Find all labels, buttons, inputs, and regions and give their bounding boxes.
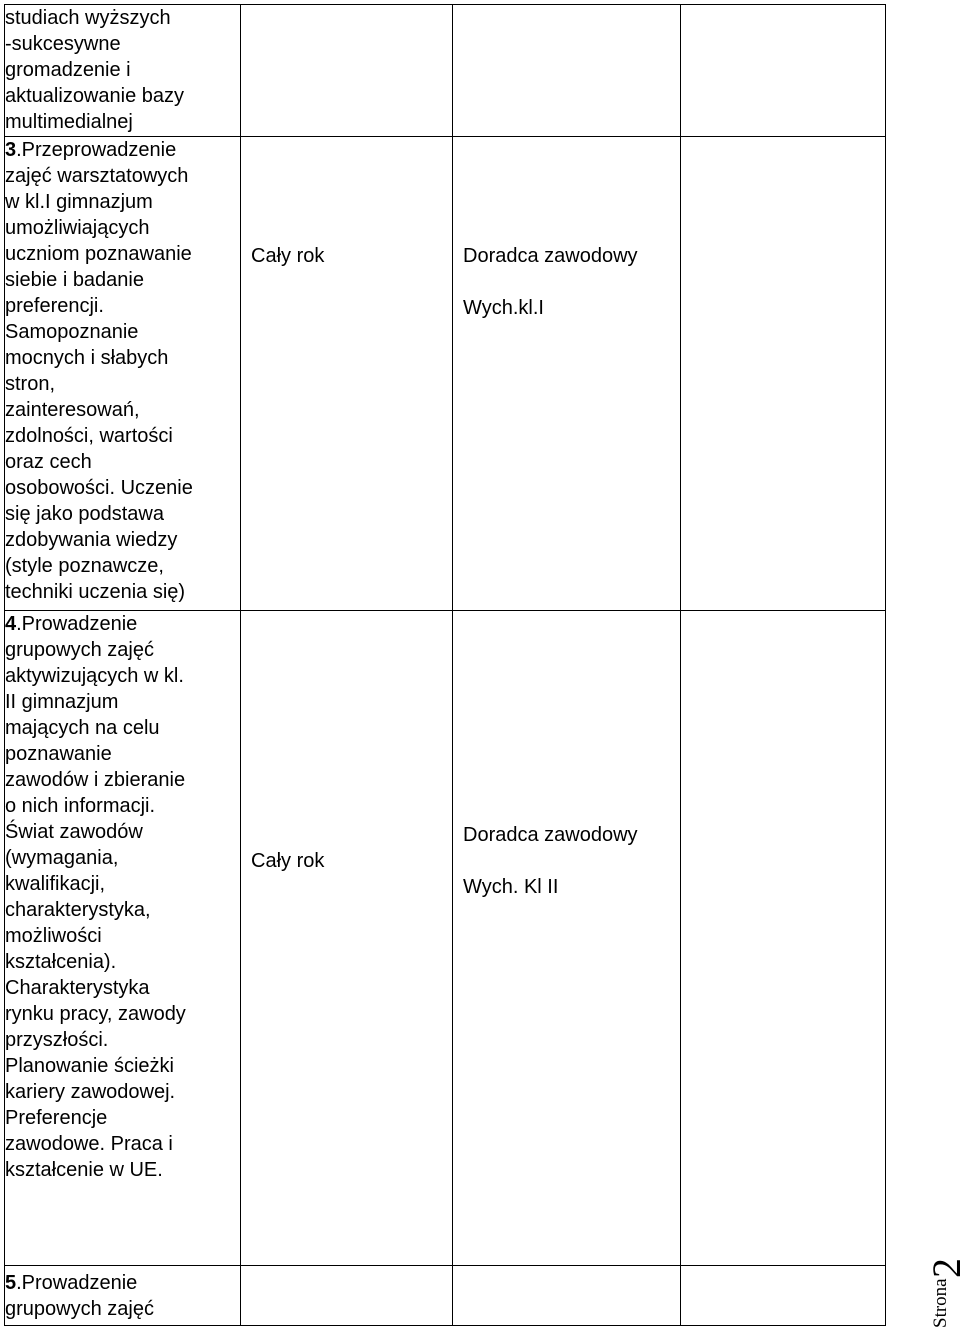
task-line <box>5 611 240 637</box>
task-line: Charakterystyka <box>5 977 150 999</box>
task-line <box>5 1270 240 1296</box>
task-line-text: .Przeprowadzenie <box>16 139 177 161</box>
term-text: Cały rok <box>251 245 325 267</box>
task-line: aktualizowanie bazy <box>5 85 184 107</box>
task-line: (wymagania, <box>5 847 119 869</box>
task-cell-3 <box>5 611 241 1266</box>
task-line: preferencji. <box>5 295 104 317</box>
notes-cell-1 <box>681 5 886 137</box>
task-line: się jako podstawa <box>5 503 164 525</box>
task-line-text: .Prowadzenie <box>16 1272 138 1294</box>
task-line: Samopoznanie <box>5 321 139 343</box>
task-line: kariery zawodowej. <box>5 1081 176 1103</box>
task-line: grupowych zajęć <box>5 639 154 661</box>
table-row-4 <box>5 1266 886 1326</box>
task-line: uczniom poznawanie <box>5 243 192 265</box>
table-row-2 <box>5 137 886 611</box>
task-line: kształcenie w UE. <box>5 1159 163 1181</box>
task-line: oraz cech <box>5 451 92 473</box>
task-number: 3 <box>5 139 17 161</box>
notes-cell-4 <box>681 1266 886 1326</box>
notes-cell-2 <box>681 137 886 611</box>
task-line: przyszłości. <box>5 1029 109 1051</box>
task-line: Preferencje <box>5 1107 108 1129</box>
task-line: Świat zawodów <box>5 821 143 843</box>
task-line: zdolności, wartości <box>5 425 173 447</box>
task-line: umożliwiających <box>5 217 150 239</box>
term-cell-3 <box>241 611 453 1266</box>
task-line: (style poznawcze, <box>5 555 164 577</box>
task-line: stron, <box>5 373 56 395</box>
task-line: w kl.I gimnazjum <box>5 191 153 213</box>
responsible-cell-1 <box>453 5 681 137</box>
task-line: zawodów i zbieranie <box>5 769 186 791</box>
table-row-3 <box>5 611 886 1266</box>
task-line: II gimnazjum <box>5 691 119 713</box>
task-line <box>5 137 240 163</box>
task-line: zajęć warsztatowych <box>5 165 189 187</box>
responsible-text: Doradca zawodowy <box>463 824 638 846</box>
task-number: 4 <box>5 613 17 635</box>
task-line: multimedialnej <box>5 111 133 133</box>
task-line: kwalifikacji, <box>5 873 106 895</box>
term-text: Cały rok <box>251 850 325 872</box>
task-line: możliwości <box>5 925 102 947</box>
task-line: gromadzenie i <box>5 59 131 81</box>
task-line: -sukcesywne <box>5 33 121 55</box>
task-line: o nich informacji. <box>5 795 156 817</box>
task-number: 5 <box>5 1272 17 1294</box>
page-label: Strona <box>930 1278 951 1328</box>
notes-cell-3 <box>681 611 886 1266</box>
task-cell-2 <box>5 137 241 611</box>
task-cell-4 <box>5 1266 241 1326</box>
term-cell-4 <box>241 1266 453 1326</box>
responsible-text: Wych. Kl II <box>463 876 559 898</box>
responsible-text: Doradca zawodowy <box>463 245 638 267</box>
task-line: mających na celu <box>5 717 160 739</box>
task-line: grupowych zajęć <box>5 1298 154 1320</box>
page-number: 2 <box>924 1258 969 1278</box>
task-line-text: .Prowadzenie <box>16 613 138 635</box>
task-line: rynku pracy, zawody <box>5 1003 186 1025</box>
task-line: Planowanie ścieżki <box>5 1055 174 1077</box>
term-cell-2 <box>241 137 453 611</box>
plan-table <box>4 4 886 1326</box>
task-line: kształcenia). <box>5 951 117 973</box>
task-line: studiach wyższych <box>5 7 171 29</box>
responsible-cell-3 <box>453 611 681 1266</box>
responsible-cell-2 <box>453 137 681 611</box>
term-cell-1 <box>241 5 453 137</box>
task-line: zawodowe. Praca i <box>5 1133 173 1155</box>
task-line: aktywizujących w kl. <box>5 665 184 687</box>
task-line: zainteresowań, <box>5 399 140 421</box>
task-line: siebie i badanie <box>5 269 144 291</box>
task-line: osobowości. Uczenie <box>5 477 193 499</box>
task-line: charakterystyka, <box>5 899 151 921</box>
task-cell-1 <box>5 5 241 137</box>
task-line: poznawanie <box>5 743 112 765</box>
responsible-cell-4 <box>453 1266 681 1326</box>
task-line: techniki uczenia się) <box>5 581 186 603</box>
task-line: zdobywania wiedzy <box>5 529 178 551</box>
task-line: mocnych i słabych <box>5 347 169 369</box>
responsible-text: Wych.kl.I <box>463 297 544 319</box>
table-row-1 <box>5 5 886 137</box>
